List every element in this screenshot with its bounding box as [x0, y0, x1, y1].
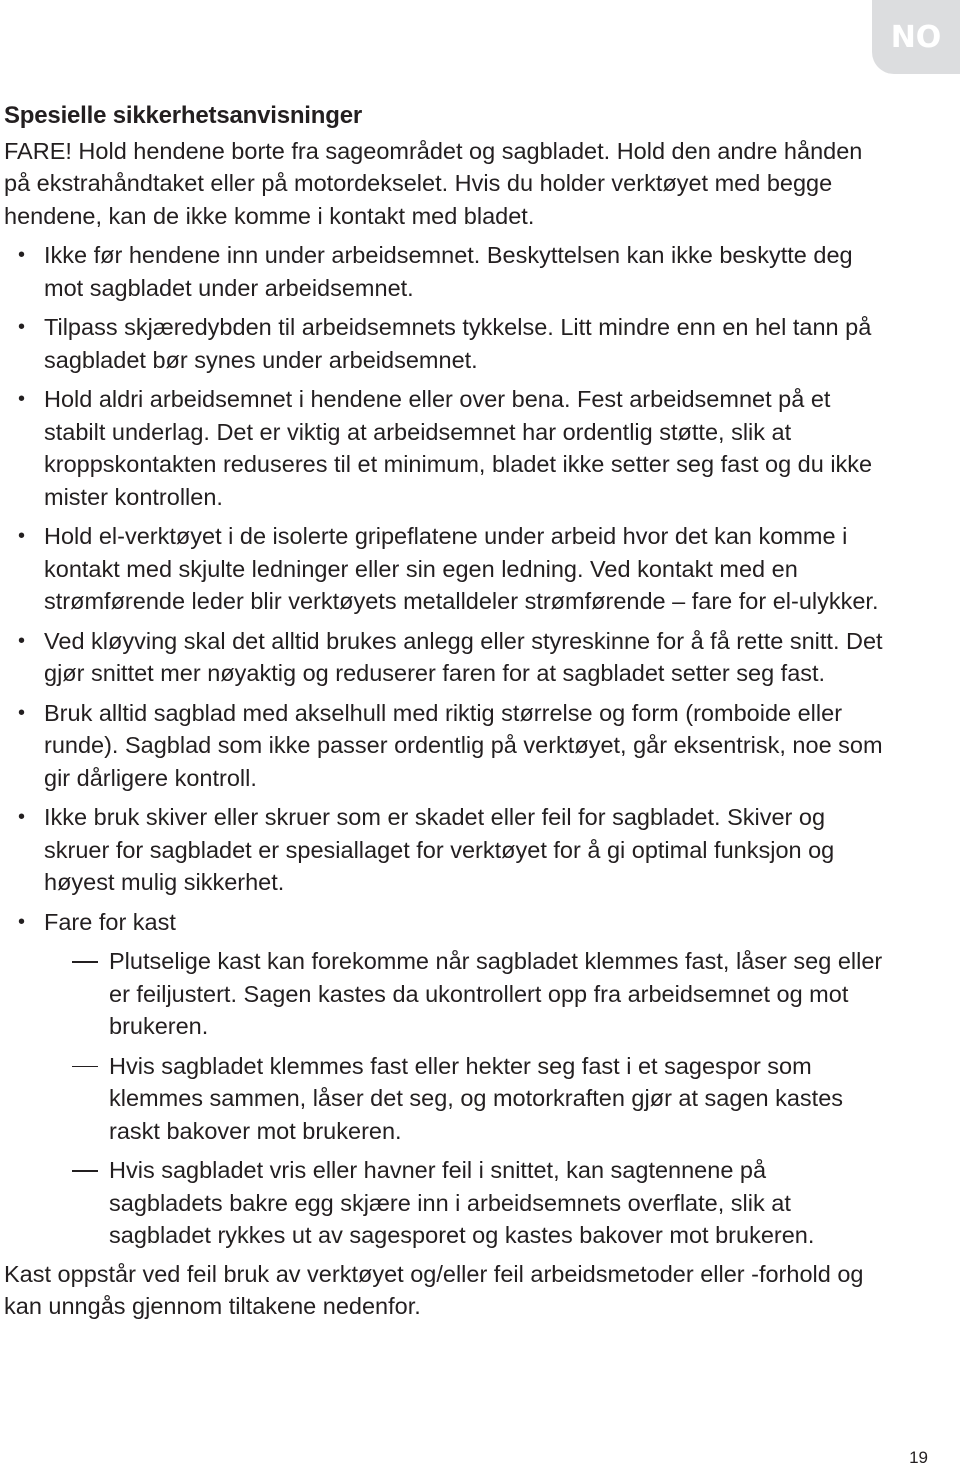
- list-item-text: Tilpass skjæredybden til arbeidsemnets tykkelse. Litt mindre enn en hel tann på sagbladet bør synes under arbeidsemnet.: [44, 314, 872, 373]
- bullet-icon: •: [18, 910, 26, 933]
- list-item: [4, 906, 884, 1252]
- safety-list: [4, 239, 884, 1252]
- document-body: [4, 100, 884, 1323]
- bullet-icon: •: [18, 629, 26, 652]
- list-item: [4, 520, 884, 618]
- language-tab: NO: [872, 0, 960, 74]
- list-item: [4, 311, 884, 376]
- bullet-icon: •: [18, 525, 26, 547]
- list-item: [4, 239, 884, 304]
- list-item-text: Bruk alltid sagblad med akselhull med riktig størrelse og form (romboide eller runde). Sagblad som ikke passer ordentlig på verktøyet, går eksentrisk, noe som gir dårligere kontroll.: [44, 699, 883, 791]
- list-item-text: Ved kløyving skal det alltid brukes anlegg eller styreskinne for å få rette snitt. Det gjør snittet mer nøyaktig og reduserer faren for at sagbladet setter seg fast.: [44, 627, 883, 686]
- list-item-text: Fare for kast: [44, 908, 176, 935]
- section-heading: Spesielle sikkerhetsanvisninger: [4, 102, 362, 129]
- sub-list-item: [4, 945, 884, 1043]
- kickback-list: [44, 945, 884, 1252]
- list-item-text: Hold el-verktøyet i de isolerte gripeflatene under arbeid hvor det kan komme i kontakt med skjulte ledninger eller sin egen ledning. Ved kontakt med en strømførende leder blir verktøyets metalldeler strømførende – fare for el-ulykker.: [44, 523, 879, 614]
- closing-paragraph: Kast oppstår ved feil bruk av verktøyet og/eller feil arbeidsmetoder eller -forhold og kan unngås gjennom tiltakene nedenfor.: [4, 1260, 864, 1319]
- list-item-text: Ikke bruk skiver eller skruer som er skadet eller feil for sagbladet. Skiver og skruer for sagbladet er spesiallaget for verktøyet for å gi optimal funksjon og høyest mulig sikkerhet.: [44, 804, 835, 895]
- bullet-icon: •: [18, 806, 26, 828]
- sub-list-item-text: Hvis sagbladet klemmes fast eller hekter seg fast i et sagespor som klemmes sammen, låser det seg, og motorkraften gjør at sagen kastes raskt bakover mot brukeren.: [109, 1052, 844, 1144]
- list-item: [4, 697, 884, 795]
- dash-icon: [72, 1170, 98, 1172]
- sub-list-item: [4, 1154, 884, 1252]
- list-item-text: Ikke før hendene inn under arbeidsemnet. Beskyttelsen kan ikke beskytte deg mot sagbladet under arbeidsemnet.: [44, 242, 853, 301]
- list-item: [4, 383, 884, 513]
- bullet-icon: •: [18, 244, 26, 266]
- sub-list-item-text: Plutselige kast kan forekomme når sagbladet klemmes fast, låser seg eller er feiljustert. Sagen kastes da ukontrollert opp fra arbeidsemnet og mot brukeren.: [109, 948, 883, 1039]
- bullet-icon: •: [18, 316, 26, 338]
- bullet-icon: •: [18, 701, 26, 724]
- page-number: 19: [909, 1448, 928, 1467]
- dash-icon: [72, 961, 98, 963]
- sub-list-item-text: Hvis sagbladet vris eller havner feil i snittet, kan sagtennene på sagbladets bakre egg skjære inn i arbeidsemnets overflate, slik at sagbladet rykkes ut av sagesporet og kastes bakover mot brukeren.: [109, 1157, 815, 1248]
- dash-icon: [72, 1066, 98, 1068]
- bullet-icon: •: [18, 388, 26, 410]
- list-item: [4, 625, 884, 690]
- list-item-text: Hold aldri arbeidsemnet i hendene eller over bena. Fest arbeidsemnet på et stabilt underlag. Det er viktig at arbeidsemnet har ordentlig støtte, slik at kroppskontakten reduseres til et minimum, bladet ikke setter seg fast og du ikke mister kontrollen.: [44, 386, 873, 510]
- sub-list-item: [4, 1050, 884, 1148]
- list-item: [4, 801, 884, 899]
- intro-paragraph: FARE! Hold hendene borte fra sageområdet og sagbladet. Hold den andre hånden på ekstrahåndtaket eller på motordekselet. Hvis du holder verktøyet med begge hendene, kan de ikke komme i kontakt med bladet.: [4, 137, 863, 229]
